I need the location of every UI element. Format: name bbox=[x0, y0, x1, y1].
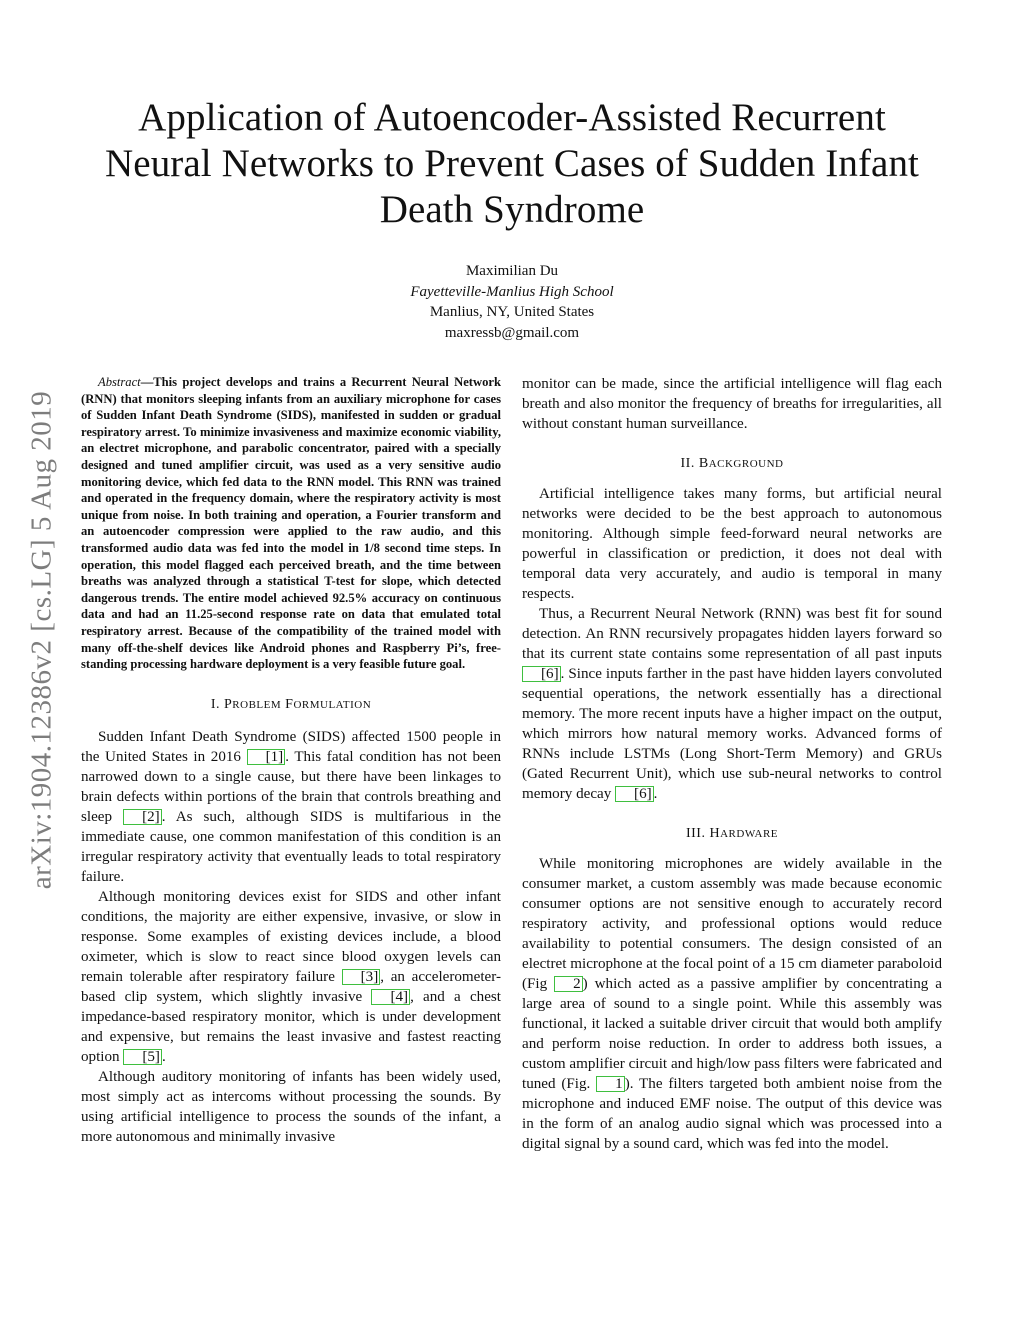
paragraph-text: . Since inputs farther in the past have hidden layers convoluted sequential operations, the network essentially has a directional memory. The more recent inputs have a higher impact on the output, which mirrors how natural memory works. Advanced forms of RNNs include LSTMs (Long Short-Term Memory) and GRUs (Gated Recurrent Unit), which use sub-neural networks to control memory decay bbox=[522, 666, 942, 802]
paragraph-text: , and a chest impedance-based respiratory monitor, which is under development and expensive, but remains the least invasive and fastest reacting option bbox=[81, 988, 501, 1065]
section-heading-problem-formulation bbox=[81, 695, 501, 715]
section-heading-background bbox=[522, 454, 942, 474]
paragraph-text: . This fatal condition has not been narrowed down to a single cause, but there have been linkages to brain defects within portions of the brain that controls breathing and sleep bbox=[81, 748, 501, 825]
paragraph-text: Sudden Infant Death Syndrome (SIDS) affected 1500 people in the United States in 2016 bbox=[81, 728, 501, 765]
section-title-initial: F bbox=[285, 696, 294, 712]
section-title-initial: H bbox=[709, 826, 721, 841]
citation-link[interactable]: [4] bbox=[371, 989, 410, 1005]
author-affiliation: Fayetteville-Manlius High School bbox=[410, 283, 614, 300]
paragraph-text: Although monitoring devices exist for SIDS and other infant conditions, the majority are either expensive, invasive, or slow in response. Some examples of existing devices include, a blood oximeter, which is slow to react since blood oxygen levels can remain tolerable after respiratory failure bbox=[81, 888, 501, 985]
abstract bbox=[81, 374, 501, 673]
section-numeral: II. bbox=[680, 456, 695, 471]
figure-link[interactable]: 1 bbox=[596, 1076, 625, 1092]
citation-link[interactable]: [1] bbox=[247, 749, 286, 765]
paragraph-sids-intro bbox=[81, 727, 501, 887]
title-line-3: Death Syndrome bbox=[379, 188, 645, 231]
section-title-initial: B bbox=[698, 456, 709, 471]
paper-title bbox=[62, 95, 962, 233]
paragraph-text: . As such, although SIDS is multifarious in the immediate cause, one common manifestation of this condition is an irregular respiratory activity that eventually leads to total respiratory failure. bbox=[81, 808, 501, 885]
citation-link[interactable]: [6] bbox=[522, 666, 561, 682]
citation-link[interactable]: [5] bbox=[123, 1049, 162, 1065]
abstract-text: This project develops and trains a Recurrent Neural Network (RNN) that monitors sleeping infants from an auxiliary microphone for cases of Sudden Infant Death Syndrome (SIDS), manifested in sudden or gradual respiratory arrest. To minimize invasiveness and maximize economic viability, an electret microphone, and parabolic concentrator, paired with a specially designed and tuned amplifier circuit, was used as a very sensitive audio monitoring device, which fed data to the RNN model. This RNN was trained and operated in the frequency domain, where the respiratory activity is most unique from noise. In both training and operation, a Fourier transform and an autoencoder compression were applied to the raw audio, and this transformed audio data was fed into the model in 1/8 second time steps. In operation, this model flagged each perceived breath, and the time between breaths was analyzed through a statistical T-test for slope, which detected dangerous trends. The entire model achieved 92.5% accuracy on continuous data and had an 11.25-second response rate on data that emulated total respiratory arrest. Because of the compatibility of the trained model with many off-the-shelf devices like Android phones and Raspberry Pi’s, free-standing processing hardware deployment is a very feasible future goal. bbox=[81, 375, 501, 672]
section-numeral: I. bbox=[210, 696, 220, 712]
paragraph-monitoring-devices bbox=[81, 887, 501, 1067]
paragraph-text: ) which acted as a passive amplifier by concentrating a large area of sound to a single point. While this assembly was functional, it lacked a suitable driver circuit that would both amplify and perform noise reduction. In order to address both issues, a custom amplifier circuit and high/low pass filters were fabricated and tuned (Fig. bbox=[522, 976, 943, 1092]
paragraph-hardware bbox=[522, 854, 942, 1154]
section-title-initial: P bbox=[224, 696, 233, 712]
figure-link[interactable]: 2 bbox=[554, 976, 583, 992]
section-heading-hardware bbox=[522, 824, 942, 844]
title-line-2: Neural Networks to Prevent Cases of Sudden Infant bbox=[105, 142, 919, 185]
arxiv-identifier-stamp: arXiv:1904.12386v2 [cs.LG] 5 Aug 2019 bbox=[25, 390, 58, 890]
abstract-dash: — bbox=[140, 375, 154, 389]
paragraph-text: . bbox=[653, 786, 658, 802]
section-title-rest: ARDWARE bbox=[720, 828, 778, 840]
citation-link[interactable]: [6] bbox=[615, 786, 654, 802]
paragraph-text: While monitoring microphones are widely available in the consumer market, a custom assembly was made because economic consumer options are not sensitive enough to accurately record respiratory activity, and professional options would reduce availability to potential consumers. The design consisted of an electret microphone at the focal point of a 15 cm diameter paraboloid (Fig bbox=[522, 856, 942, 992]
section-numeral: III. bbox=[685, 826, 706, 841]
section-title-rest: ORMULATION bbox=[293, 698, 372, 711]
paragraph-auditory-monitoring: Although auditory monitoring of infants has been widely used, most simply act as intercoms without processing the sounds. By using artificial intelligence to process the sounds of the infant, a more autonomous and minimally invasive bbox=[81, 1068, 501, 1145]
paragraph-text: ). The filters targeted both ambient noise from the microphone and induced EMF noise. The output of this device was in the form of an analog audio signal which was processed into a digital signal by a sound card, which was fed into the model. bbox=[522, 1076, 942, 1152]
paragraph-rnn bbox=[522, 604, 942, 804]
left-column bbox=[81, 374, 501, 1147]
section-title-rest: ROBLEM bbox=[232, 698, 282, 711]
author-email: maxressb@gmail.com bbox=[444, 325, 580, 342]
paragraph-ai-forms: Artificial intelligence takes many forms, but artificial neural networks were decided to be the best approach to autonomous monitoring. Although simple feed-forward neural networks are powerful in classification or prediction, it does not deal with temporal data very accurately, and audio is temporal in many respects. bbox=[522, 486, 942, 602]
right-column bbox=[522, 374, 942, 1154]
paragraph-text: , an accelerometer-based clip system, which slightly invasive bbox=[81, 968, 501, 1005]
abstract-label: Abstract bbox=[98, 375, 141, 389]
paragraph-text: Thus, a Recurrent Neural Network (RNN) was best fit for sound detection. An RNN recursively propagates hidden layers forward so that its current state contains some representation of all past inputs bbox=[522, 606, 942, 662]
author-name: Maximilian Du bbox=[465, 263, 559, 279]
section-title-rest: ACKGROUND bbox=[708, 458, 784, 470]
author-location: Manlius, NY, United States bbox=[429, 304, 595, 321]
title-line-1: Application of Autoencoder-Assisted Recurrent bbox=[138, 96, 886, 139]
author-block bbox=[312, 261, 712, 344]
citation-link[interactable]: [2] bbox=[123, 809, 162, 825]
paragraph-auditory-monitoring-continued: monitor can be made, since the artificial intelligence will flag each breath and also monitor the frequency of breaths for irregularities, all without constant human surveillance. bbox=[522, 376, 942, 432]
paragraph-text: . bbox=[161, 1048, 166, 1065]
citation-link[interactable]: [3] bbox=[342, 969, 381, 985]
